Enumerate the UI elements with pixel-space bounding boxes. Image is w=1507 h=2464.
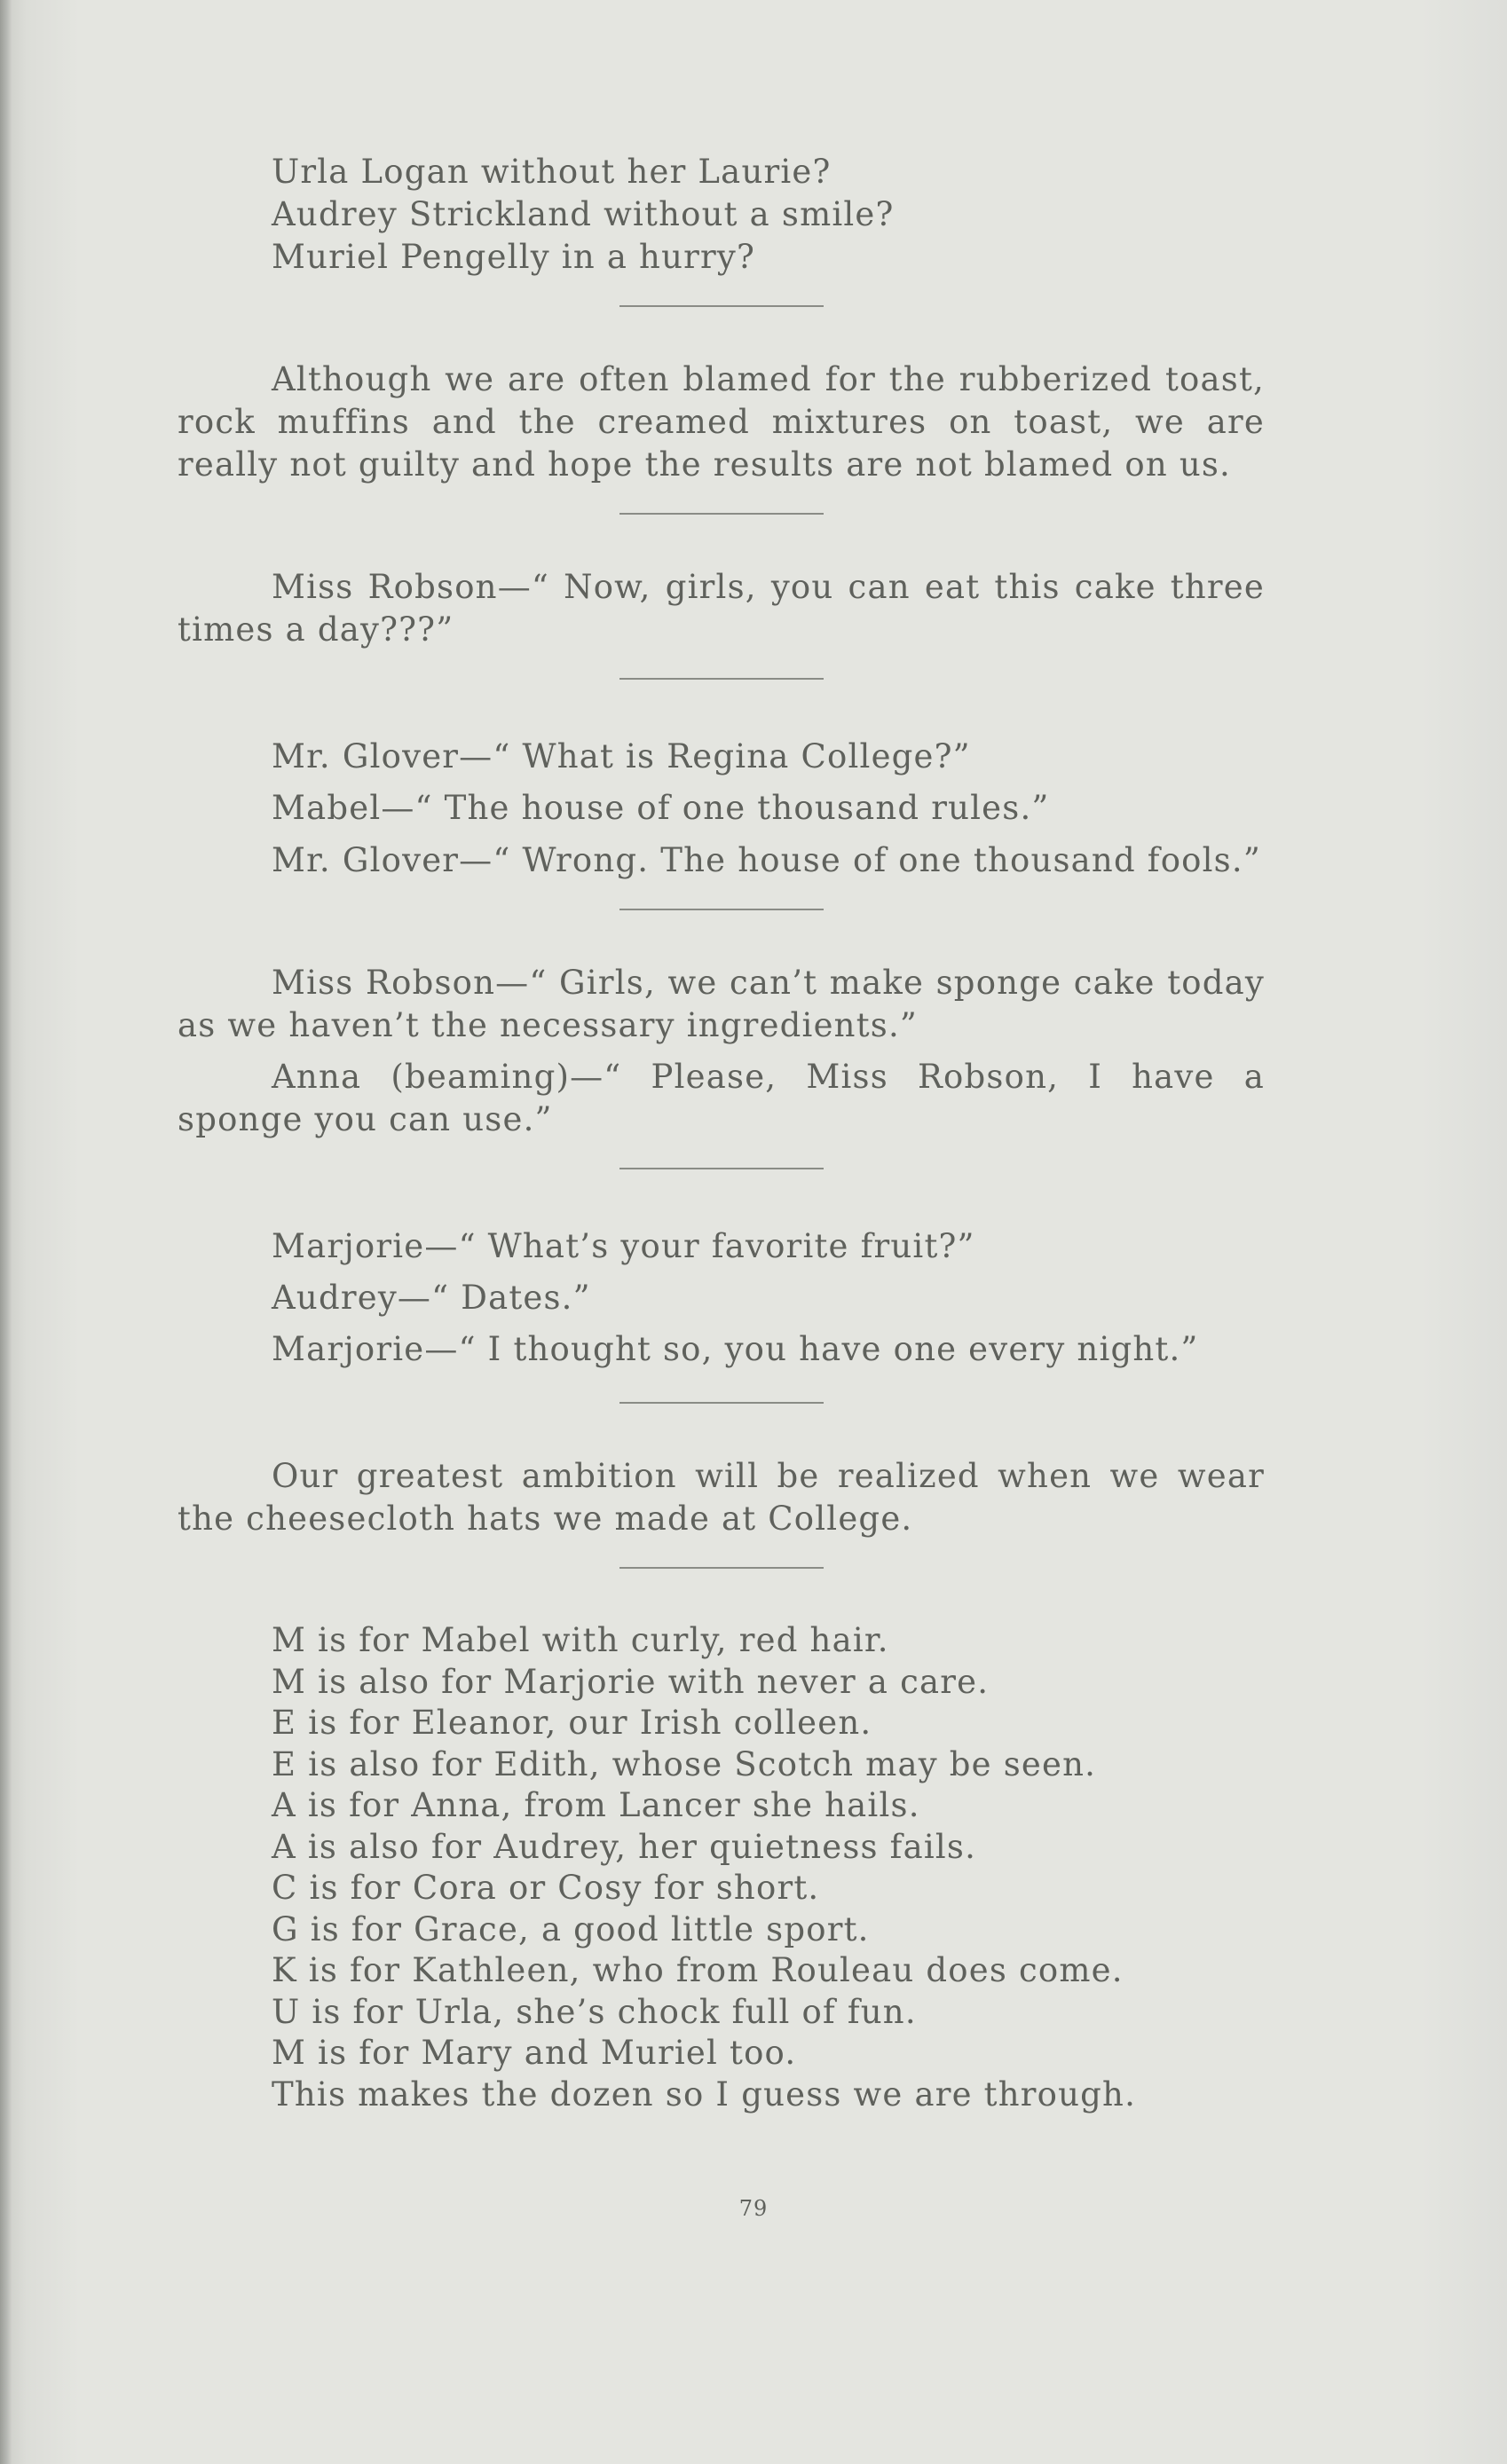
section-divider: [619, 909, 824, 910]
ambition-paragraph: Our greatest ambition will be realized when we wear the cheesecloth hats we made at College.: [178, 1457, 1265, 1538]
poem-line: M is for Mabel with curly, red hair.: [272, 1621, 889, 1659]
dialogue-line: Miss Robson—“ Girls, we can’t make sponge cake today as we haven’t the necessary ingredients.”: [178, 964, 1265, 1044]
poem-line: G is for Grace, a good little sport.: [272, 1909, 870, 1948]
question-line: Urla Logan without her Laurie?: [272, 153, 832, 191]
dialogue-line: Mabel—“ The house of one thousand rules.”: [272, 789, 1050, 827]
poem-line: M is also for Marjorie with never a care.: [272, 1662, 990, 1701]
poem-line: This makes the dozen so I guess we are through.: [272, 2074, 1137, 2114]
dialogue-line: Mr. Glover—“ Wrong. The house of one thousand fools.”: [272, 841, 1261, 879]
section-divider: [619, 305, 824, 307]
poem-line: E is also for Edith, whose Scotch may be seen.: [272, 1744, 1097, 1783]
questions-block: [178, 151, 1265, 279]
poem-line: E is for Eleanor, our Irish colleen.: [272, 1704, 872, 1742]
poem-line: C is for Cora or Cosy for short.: [272, 1869, 820, 1907]
poem-line: K is for Kathleen, who from Rouleau does come.: [272, 1951, 1124, 1989]
cake-quote: Miss Robson—“ Now, girls, you can eat this cake three times a day???”: [178, 568, 1265, 649]
section-divider: [619, 1402, 824, 1404]
page-number: 79: [738, 2196, 769, 2221]
dialogue-line: Anna (beaming)—“ Please, Miss Robson, I have a sponge you can use.”: [178, 1058, 1265, 1138]
dialogue-line: Marjorie—“ What’s your favorite fruit?”: [272, 1227, 975, 1265]
dialogue-line: Marjorie—“ I thought so, you have one every night.”: [272, 1330, 1199, 1368]
section-divider: [619, 1567, 824, 1569]
section-divider: [619, 678, 824, 680]
glover-dialogue: [178, 731, 1265, 882]
fruit-dialogue: [178, 1221, 1265, 1375]
section-divider: [619, 1168, 824, 1169]
sponge-dialogue: [178, 962, 1265, 1141]
poem-line: A is for Anna, from Lancer she hails.: [272, 1786, 920, 1824]
section-divider: [619, 513, 824, 515]
toast-paragraph: Although we are often blamed for the rubberized toast, rock muffins and the creamed mixtures on toast, we are really not guilty and hope the results are not blamed on us.: [178, 360, 1265, 484]
acrostic-poem: [178, 1620, 1265, 2115]
question-line: Audrey Strickland without a smile?: [272, 195, 895, 233]
poem-line: U is for Urla, she’s chock full of fun.: [272, 1992, 917, 2031]
dialogue-line: Audrey—“ Dates.”: [272, 1279, 591, 1317]
poem-line: A is also for Audrey, her quietness fails.: [272, 1827, 977, 1866]
page-content: [178, 151, 1265, 2115]
question-line: Muriel Pengelly in a hurry?: [272, 238, 756, 276]
page-binding-edge: [0, 0, 12, 2464]
poem-line: M is for Mary and Muriel too.: [272, 2034, 797, 2072]
dialogue-line: Mr. Glover—“ What is Regina College?”: [272, 737, 971, 775]
